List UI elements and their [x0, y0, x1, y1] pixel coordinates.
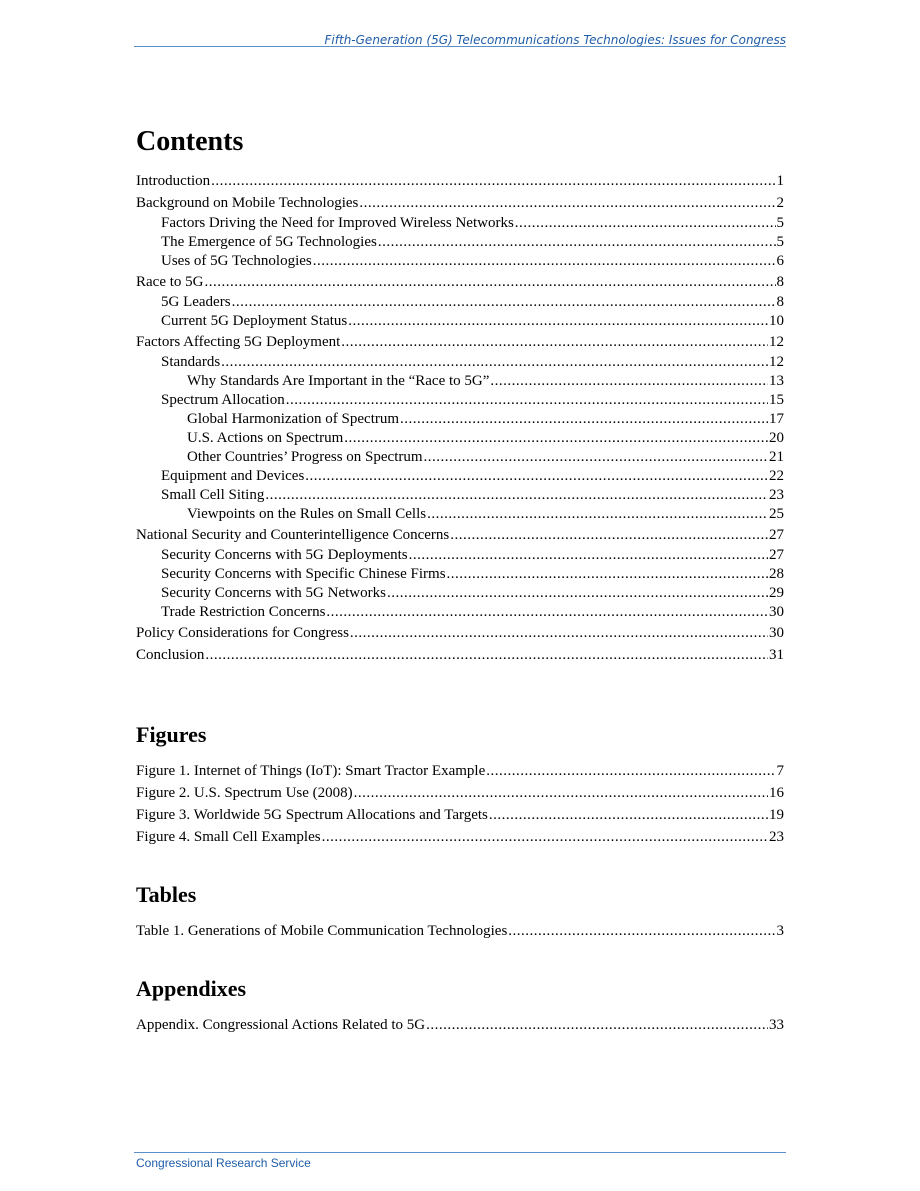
- figure-entry-page: 16: [769, 785, 784, 801]
- toc-entry-page: 28: [769, 566, 784, 582]
- toc-entry-page: 17: [769, 411, 784, 427]
- toc-entry-title: Policy Considerations for Congress: [136, 625, 349, 641]
- table-entry-title: Table 1. Generations of Mobile Communication Technologies: [136, 923, 508, 939]
- dot-leader: [205, 644, 768, 666]
- toc-entry-title: Equipment and Devices: [161, 468, 305, 484]
- table-entry[interactable]: [136, 920, 784, 942]
- toc-entry[interactable]: [136, 546, 784, 565]
- toc-entry[interactable]: [136, 170, 784, 192]
- dot-leader: [344, 429, 768, 448]
- toc-entry-page: 29: [769, 585, 784, 601]
- tables-heading: Tables: [136, 882, 197, 907]
- dot-leader: [341, 331, 768, 353]
- toc-entry[interactable]: [136, 622, 784, 644]
- figure-entry-title: Figure 3. Worldwide 5G Spectrum Allocations and Targets: [136, 807, 488, 823]
- toc-entry-title: Race to 5G: [136, 274, 204, 290]
- table-of-contents: [136, 122, 784, 666]
- toc-entry-title: Small Cell Siting: [161, 487, 265, 503]
- toc-entry[interactable]: [136, 331, 784, 353]
- toc-entry-page: 30: [769, 625, 784, 641]
- toc-entry-page: 10: [769, 313, 784, 329]
- toc-entry-page: 8: [776, 294, 784, 310]
- toc-entry-page: 12: [769, 334, 784, 350]
- dot-leader: [400, 410, 768, 429]
- toc-entry-title: Introduction: [136, 173, 211, 189]
- dot-leader: [515, 214, 776, 233]
- figure-entry[interactable]: [136, 804, 784, 826]
- dot-leader: [409, 546, 768, 565]
- toc-entry-title: Why Standards Are Important in the “Race to 5G”: [187, 373, 490, 389]
- toc-entry-page: 31: [769, 647, 784, 663]
- toc-entry-title: Security Concerns with 5G Networks: [161, 585, 386, 601]
- toc-entry-page: 23: [769, 487, 784, 503]
- toc-entry[interactable]: [136, 429, 784, 448]
- toc-entry-page: 13: [769, 373, 784, 389]
- toc-entry-page: 8: [776, 274, 784, 290]
- toc-entry-page: 30: [769, 604, 784, 620]
- appendixes-list: [136, 1014, 784, 1036]
- appendix-entry-page: 33: [769, 1017, 784, 1033]
- toc-entry-title: Security Concerns with Specific Chinese Firms: [161, 566, 446, 582]
- list-of-tables: [136, 880, 784, 942]
- toc-entry[interactable]: [136, 565, 784, 584]
- toc-entry[interactable]: [136, 603, 784, 622]
- table-entry-page: 3: [776, 923, 784, 939]
- figure-entry[interactable]: [136, 782, 784, 804]
- toc-entry-title: National Security and Counterintelligence Concerns: [136, 527, 450, 543]
- toc-entry-title: Security Concerns with 5G Deployments: [161, 547, 408, 563]
- toc-entry[interactable]: [136, 448, 784, 467]
- toc-entry-page: 6: [776, 253, 784, 269]
- toc-entry[interactable]: [136, 644, 784, 666]
- toc-entry-title: The Emergence of 5G Technologies: [161, 234, 377, 250]
- toc-entry-page: 2: [776, 195, 784, 211]
- toc-entry-page: 27: [769, 547, 784, 563]
- toc-entry[interactable]: [136, 467, 784, 486]
- toc-entry-page: 5: [776, 234, 784, 250]
- toc-entry[interactable]: [136, 584, 784, 603]
- header-rule: [134, 46, 786, 47]
- figure-entry-page: 23: [769, 829, 784, 845]
- dot-leader: [286, 391, 768, 410]
- toc-entry[interactable]: [136, 524, 784, 546]
- dot-leader: [313, 252, 776, 271]
- toc-entry-page: 22: [769, 468, 784, 484]
- dot-leader: [359, 192, 775, 214]
- toc-entry-title: Uses of 5G Technologies: [161, 253, 312, 269]
- figure-entry-title: Figure 4. Small Cell Examples: [136, 829, 321, 845]
- toc-entry-page: 20: [769, 430, 784, 446]
- toc-entry[interactable]: [136, 372, 784, 391]
- toc-entry[interactable]: [136, 214, 784, 233]
- toc-entry-title: Viewpoints on the Rules on Small Cells: [187, 506, 427, 522]
- dot-leader: [426, 1014, 768, 1036]
- dot-leader: [486, 760, 775, 782]
- toc-entry-page: 1: [776, 173, 784, 189]
- toc-entry-title: 5G Leaders: [161, 294, 231, 310]
- appendix-entry[interactable]: [136, 1014, 784, 1036]
- toc-entry-title: Spectrum Allocation: [161, 392, 285, 408]
- dot-leader: [232, 293, 776, 312]
- tables-list: [136, 920, 784, 942]
- figure-entry-page: 19: [769, 807, 784, 823]
- toc-entry-page: 15: [769, 392, 784, 408]
- dot-leader: [221, 353, 768, 372]
- toc-entry[interactable]: [136, 233, 784, 252]
- contents-heading: Contents: [136, 126, 244, 157]
- toc-entry-title: Current 5G Deployment Status: [161, 313, 348, 329]
- toc-entry[interactable]: [136, 252, 784, 271]
- footer-rule: [134, 1152, 786, 1153]
- dot-leader: [424, 448, 768, 467]
- toc-entry-title: Factors Affecting 5G Deployment: [136, 334, 341, 350]
- toc-entry[interactable]: [136, 410, 784, 429]
- toc-entry[interactable]: [136, 505, 784, 524]
- toc-entry[interactable]: [136, 293, 784, 312]
- toc-entry[interactable]: [136, 271, 784, 293]
- dot-leader: [326, 603, 768, 622]
- toc-entry-title: Global Harmonization of Spectrum: [187, 411, 400, 427]
- toc-entry-title: Standards: [161, 354, 221, 370]
- dot-leader: [427, 505, 768, 524]
- dot-leader: [348, 312, 768, 331]
- dot-leader: [204, 271, 775, 293]
- footer-organization: Congressional Research Service: [136, 1156, 311, 1170]
- appendix-entry-title: Appendix. Congressional Actions Related to 5G: [136, 1017, 426, 1033]
- figure-entry-title: Figure 1. Internet of Things (IoT): Smart Tractor Example: [136, 763, 486, 779]
- toc-entry-title: Other Countries’ Progress on Spectrum: [187, 449, 423, 465]
- toc-entry-title: Background on Mobile Technologies: [136, 195, 359, 211]
- dot-leader: [490, 372, 768, 391]
- figure-entry-title: Figure 2. U.S. Spectrum Use (2008): [136, 785, 353, 801]
- toc-entry-page: 25: [769, 506, 784, 522]
- dot-leader: [354, 782, 768, 804]
- toc-entry-page: 21: [769, 449, 784, 465]
- dot-leader: [350, 622, 768, 644]
- figures-list: [136, 760, 784, 848]
- toc-entry-title: Conclusion: [136, 647, 205, 663]
- toc-entry[interactable]: [136, 486, 784, 505]
- toc-entry-page: 5: [776, 215, 784, 231]
- toc-entry-title: Factors Driving the Need for Improved Wireless Networks: [161, 215, 514, 231]
- figure-entry-page: 7: [776, 763, 784, 779]
- dot-leader: [387, 584, 768, 603]
- dot-leader: [508, 920, 775, 942]
- figures-heading: Figures: [136, 722, 207, 747]
- toc-entry[interactable]: [136, 353, 784, 372]
- contents-list: [136, 170, 784, 666]
- dot-leader: [378, 233, 776, 252]
- toc-entry-page: 27: [769, 527, 784, 543]
- list-of-appendixes: [136, 974, 784, 1036]
- dot-leader: [322, 826, 768, 848]
- figure-entry[interactable]: [136, 760, 784, 782]
- toc-entry-title: U.S. Actions on Spectrum: [187, 430, 344, 446]
- toc-entry[interactable]: [136, 192, 784, 214]
- dot-leader: [265, 486, 768, 505]
- list-of-figures: [136, 720, 784, 848]
- toc-entry[interactable]: [136, 312, 784, 331]
- figure-entry[interactable]: [136, 826, 784, 848]
- running-header: Fifth-Generation (5G) Telecommunications Technologies: Issues for Congress: [324, 33, 786, 47]
- dot-leader: [447, 565, 768, 584]
- toc-entry-page: 12: [769, 354, 784, 370]
- dot-leader: [305, 467, 768, 486]
- toc-entry[interactable]: [136, 391, 784, 410]
- dot-leader: [211, 170, 775, 192]
- dot-leader: [450, 524, 768, 546]
- dot-leader: [489, 804, 768, 826]
- toc-entry-title: Trade Restriction Concerns: [161, 604, 326, 620]
- appendixes-heading: Appendixes: [136, 976, 247, 1001]
